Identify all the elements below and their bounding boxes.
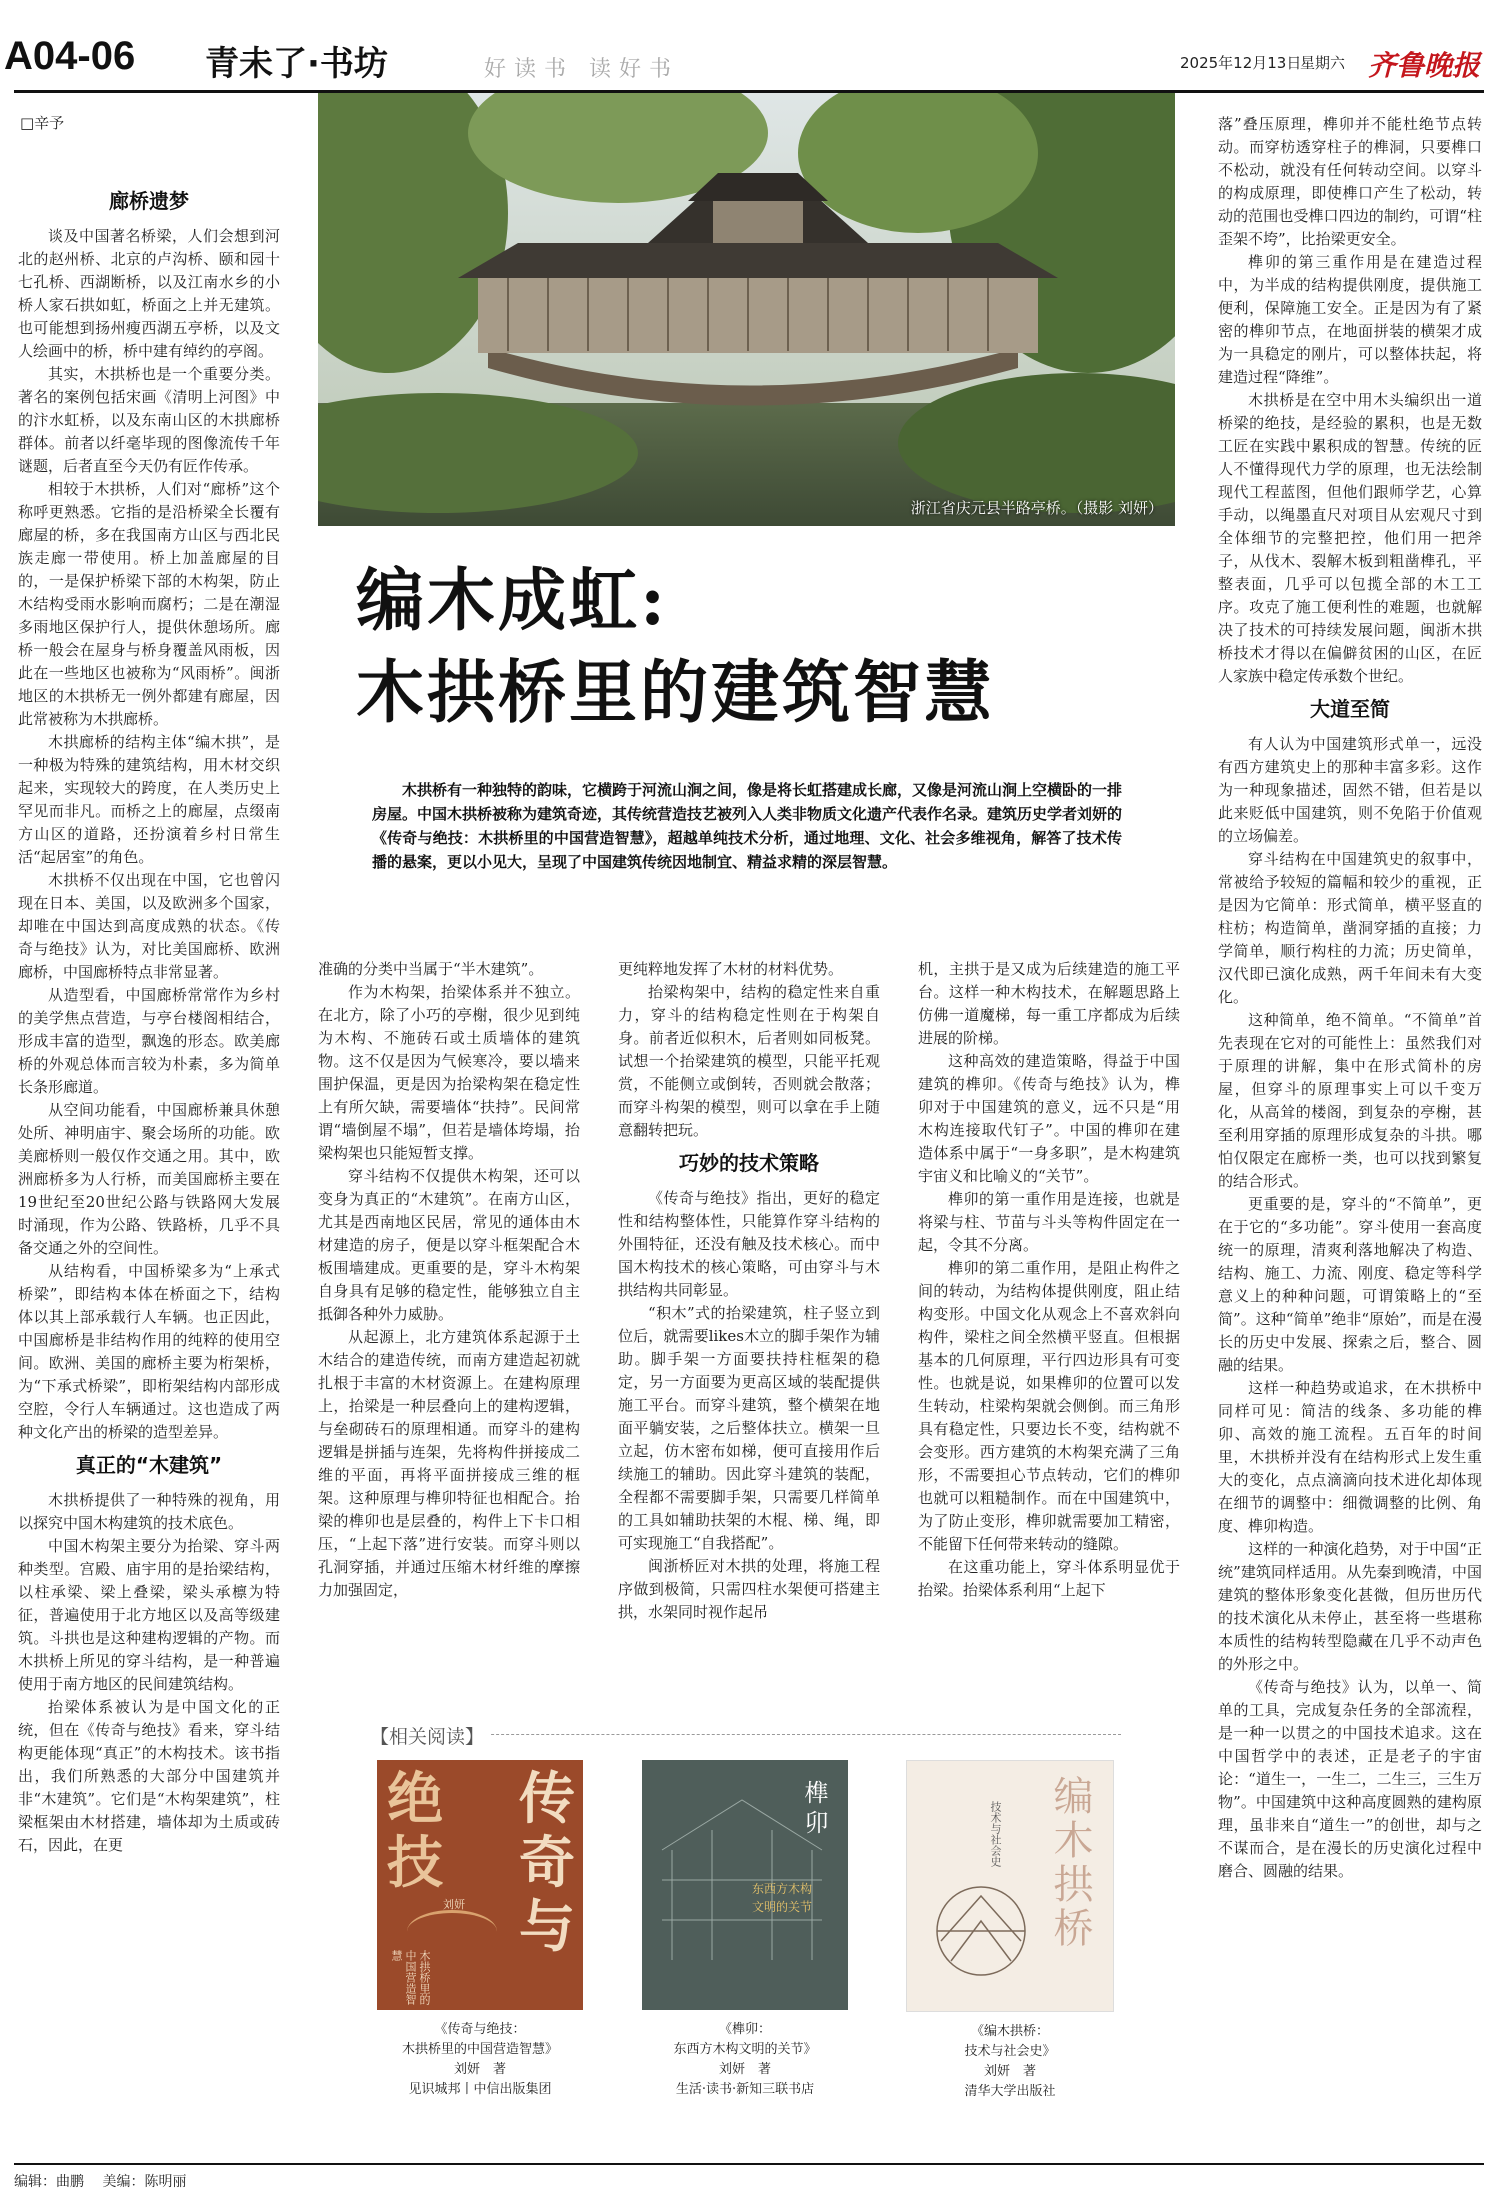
book-publisher: 清华大学出版社 [964, 2084, 1056, 2099]
paragraph: 《传奇与绝技》认为，以单一、简单的工具，完成复杂任务的全部流程，是一种一以贯之的中国技术追求。这在中国哲学中的表述，正是老子的宇宙论：“道生一，一生二，二生三，三生万物”。中国建筑中这种高度圆熟的建构原理，虽非来自“道生一”的创世，却与之不谋而合，是在漫长的历史演化过程中磨合、圆融的结果。 [1218, 1678, 1482, 1880]
newspaper-logo: 齐鲁晚报 [1368, 49, 1481, 82]
paragraph: 从空间功能看，中国廊桥兼具休憩处所、神明庙宇、聚会场所的功能。欧美廊桥则一般仅作交通之用。其中，欧洲廊桥多为人行桥，而美国廊桥主要在19世纪至20世纪公路与铁路网大发展时涌现，作为公路、铁路桥，几乎不具备交通之外的空间性。 [18, 1101, 280, 1257]
photo-caption: 浙江省庆元县半路亭桥。（摄影 刘妍） [910, 499, 1163, 517]
book-title-line: 木拱桥里的中国营造智慧》 [401, 2042, 558, 2057]
paragraph: 中国木构架主要分为抬梁、穿斗两种类型。宫殿、庙宇用的是抬梁结构，以柱承梁、梁上叠梁，梁头承檩为特征，普遍使用于北方地区以及高等级建筑。斗拱也是这种建构逻辑的产物。而木拱桥上所见的穿斗结构，是一种普遍使用于南方地区的民间建筑结构。 [18, 1537, 280, 1693]
subheading: 巧妙的技术策略 [679, 1151, 819, 1175]
book-title-line: 《编木拱桥： [970, 2024, 1049, 2039]
paragraph: 这样一种趋势或追求，在木拱桥中同样可见：简洁的线条、多功能的榫卯、高效的施工流程。五百年的时间里，木拱桥并没有在结构形式上发生重大的变化，点点滴滴向技术进化却体现在细节的调整中：细微调整的比例、角度、榫卯构造。 [1218, 1379, 1482, 1535]
bridge-photo [318, 93, 1175, 526]
footer [14, 2163, 1484, 2191]
cover-title: 榫卯 [800, 1780, 828, 1840]
cover-subtitle: 木拱桥里的中国营造智慧 [390, 1950, 431, 2005]
cover-big-char: 技 [387, 1830, 443, 1896]
lead-paragraph: 木拱桥有一种独特的韵味，它横跨于河流山涧之间，像是将长虹搭建成长廊，又像是河流山涧上空横卧的一排房屋。中国木拱桥被称为建筑奇迹，其传统营造技艺被列入人类非物质文化遗产代表作名录。建筑历史学者刘妍的《传奇与绝技：木拱桥里的中国营造智慧》，超越单纯技术分析，通过地理、文化、社会多维视角，解答了技术传播的悬案，更以小见大，呈现了中国建筑传统因地制宜、精益求精的深层智慧。 [372, 781, 1123, 871]
subheading: 廊桥遗梦 [109, 189, 189, 213]
paragraph: 更纯粹地发挥了木材的材料优势。 [618, 960, 844, 978]
book-3 [900, 1760, 1120, 2102]
book-3-info [900, 2022, 1120, 2102]
paragraph: 抬梁构架中，结构的稳定性来自重力，穿斗的结构稳定性则在于构架自身。前者近似积木，后者则如同板凳。试想一个抬梁建筑的模型，只能平托观赏，不能侧立或倒转，否则就会散落；而穿斗构架的模型，则可以拿在手上随意翻转把玩。 [618, 983, 880, 1139]
paragraph: 更重要的是，穿斗的“不简单”，更在于它的“多功能”。穿斗使用一套高度统一的原理，清爽利落地解决了构造、结构、施工、力流、刚度、稳定等科学意义上的种种问题，可谓策略上的“至简”。这种“简单”绝非“原始”，而是在漫长的历史中发展、探索之后，整合、圆融的结果。 [1218, 1195, 1482, 1374]
book-title-line: 《榫卯： [718, 2022, 771, 2037]
paragraph: 落”叠压原理，榫卯并不能杜绝节点转动。而穿枋透穿柱子的榫洞，只要榫口不松动，就没有任何转动空间。以穿斗的构成原理，即使榫口产生了松动，转动的范围也受榫口四边的制约，可谓“柱歪架不垮”，比抬梁更安全。 [1218, 115, 1482, 248]
paragraph: 穿斗结构不仅提供木构架，还可以变身为真正的“木建筑”。在南方山区，尤其是西南地区民居，常见的通体由木材建造的房子，便是以穿斗框架配合木板围墙建成。更重要的是，穿斗木构架自身具有足够的稳定性，能够独立自主抵御各种外力威胁。 [318, 1167, 580, 1323]
cover-big-char: 绝 [387, 1766, 443, 1832]
paragraph: 机，主拱于是又成为后续建造的施工平台。这样一种木构技术，在解题思路上仿佛一道魔梯，每一重工序都成为后续进展的阶梯。 [918, 960, 1180, 1047]
paragraph: 《传奇与绝技》指出，更好的稳定性和结构整体性，只能算作穿斗结构的外围特征，还没有触及技术核心。而中国木构技术的核心策略，可由穿斗与木拱结构共同彰显。 [618, 1189, 880, 1299]
column-4 [918, 958, 1180, 1698]
book-2-cover [642, 1760, 848, 2010]
column-3 [618, 958, 880, 1698]
column-1 [18, 180, 280, 2155]
column-5 [1218, 113, 1482, 2155]
book-2-info [635, 2020, 855, 2100]
dashed-divider [466, 1734, 1121, 1735]
paragraph: “积木”式的抬梁建筑，柱子竖立到位后，就需要likes木立的脚手架作为辅助。脚手架一方面要扶持柱框架的稳定，另一方面要为更高区域的装配提供施工平台。而穿斗建筑，整个横架在地面平躺安装，之后整体扶立。横架一旦立起，仿木密布如梯，便可直接用作后续施工的辅助。因此穿斗建筑的装配，全程都不需要脚手架，只需要几样简单的工具如辅助扶架的木棍、梯、绳，即可实现施工“自我搭配”。 [618, 1304, 880, 1552]
column-2 [318, 958, 580, 1698]
cover-big-char: 传 [519, 1766, 575, 1832]
paragraph: 从造型看，中国廊桥常常作为乡村的美学焦点营造，与亭台楼阁相结合，形成丰富的造型，飘逸的形态。欧美廊桥的外观总体而言较为朴素，多为简单长条形廊道。 [18, 986, 280, 1096]
book-3-cover [906, 1760, 1114, 2012]
book-author: 刘妍 著 [983, 2064, 1036, 2079]
paragraph: 这样的一种演化趋势，对于中国“正统”建筑同样适用。从先秦到晚清，中国建筑的整体形象变化甚微，但历世历代的技术演化从未停止，甚至将一些堪称本质性的结构转型隐藏在几乎不动声色的外形之中。 [1218, 1540, 1482, 1673]
book-author: 刘妍 著 [453, 2062, 506, 2077]
editor-credit: 编辑：曲鹏 [14, 2174, 84, 2190]
page-number: A04-06 [4, 34, 136, 78]
cover-author: 刘妍 [443, 1898, 465, 1911]
headline-line-2: 木拱桥里的建筑智慧 [356, 653, 996, 733]
paragraph: 相较于木拱桥，人们对“廊桥”这个称呼更熟悉。它指的是沿桥梁全长覆有廊屋的桥，多在我国南方山区与西北民族走廊一带使用。桥上加盖廊屋的目的，一是保护桥梁下部的木构架，防止木结构受雨水影响而腐朽；二是在潮湿多雨地区保护行人，提供休憩场所。廊桥一般会在屋身与桥身覆盖风雨板，因此在一些地区也被称为“风雨桥”。闽浙地区的木拱桥无一例外都建有廊屋，因此常被称为木拱廊桥。 [18, 480, 280, 728]
book-publisher: 见识城邦丨中信出版集团 [408, 2082, 552, 2097]
cover-subtitle: 文明的关节 [752, 1900, 813, 1914]
covered-bridge-illustration [318, 93, 1175, 526]
woven-arch-diagram-icon [921, 1871, 1041, 1991]
paragraph: 榫卯的第三重作用是在建造过程中，为半成的结构提供刚度，提供施工便利，保障施工安全。正是因为有了紧密的榫卯节点，在地面拼装的横架才成为一具稳定的刚片，可以整体扶起，将建造过程“降维”。 [1218, 253, 1482, 386]
paragraph: 准确的分类中当属于“半木建筑”。 [318, 960, 544, 978]
cover-big-char: 奇 [519, 1830, 575, 1896]
paragraph: 从结构看，中国桥梁多为“上承式桥梁”，即结构本体在桥面之下，结构体以其上部承载行人车辆。也正因此，中国廊桥是非结构作用的纯粹的使用空间。欧洲、美国的廊桥主要为桁架桥，为“下承式桥梁”，即桁架结构内部形成空腔，令行人车辆通过。这也造成了两种文化产出的桥梁的造型差异。 [18, 1262, 280, 1441]
paragraph: 这种高效的建造策略，得益于中国建筑的榫卯。《传奇与绝技》认为，榫卯对于中国建筑的意义，远不只是“用木构连接取代钉子”。中国的榫卯在建造体系中属于“一身多职”，是木构建筑宇宙义和比喻义的“关节”。 [918, 1052, 1180, 1185]
cover-subtitle: 技术与社会史 [989, 1801, 1002, 1867]
section-slogan: 好读书 读好书 [484, 57, 679, 82]
paragraph: 有人认为中国建筑形式单一，远没有西方建筑史上的那种丰富多彩。这作为一种现象描述，固然不错，但若是以此来贬低中国建筑，则不免陷于价值观的立场偏差。 [1218, 735, 1482, 845]
paragraph: 榫卯的第一重作用是连接，也就是将梁与柱、节苗与斗头等构件固定在一起，令其不分离。 [918, 1190, 1180, 1254]
headline [356, 555, 1176, 739]
paragraph: 在这重功能上，穿斗体系明显优于抬梁。抬梁体系利用“上起下 [918, 1558, 1180, 1599]
cover-title: 编木拱桥 [1047, 1775, 1093, 1951]
book-1-info [370, 2020, 590, 2100]
arch-bridge-motif [407, 1910, 497, 1953]
paragraph: 从起源上，北方建筑体系起源于土木结合的建造传统，而南方建造起初就扎根于丰富的木材资源上。在建构原理上，抬梁是一种层叠向上的建构逻辑，与垒砌砖石的原理相通。而穿斗的建构逻辑是拼插与连架，先将构件拼接成二维的平面，再将平面拼接成三维的框架。这种原理与榫卯特征也相配合。抬梁的榫卯也是层叠的，构件上下卡口相压，“上起下落”进行安装。而穿斗则以孔洞穿插，并通过压缩木材纤维的摩擦力加强固定， [318, 1328, 580, 1599]
book-1 [370, 1760, 590, 2100]
paragraph: 闽浙桥匠对木拱的处理，将施工程序做到极简，只需四柱水架便可搭建主拱，水架同时视作起吊 [618, 1557, 880, 1621]
designer-credit: 美编：陈明丽 [102, 2174, 187, 2190]
book-title-line: 东西方木构文明的关节》 [673, 2042, 817, 2057]
cover-subtitle: 东西方木构 [752, 1882, 813, 1896]
paragraph: 谈及中国著名桥梁，人们会想到河北的赵州桥、北京的卢沟桥、颐和园十七孔桥、西湖断桥，以及江南水乡的小桥人家石拱如虹，桥面之上并无建筑。也可能想到扬州瘦西湖五亭桥，以及文人绘画中的桥，桥中建有绰约的亭阁。 [18, 227, 280, 360]
paragraph: 榫卯的第二重作用，是阻止构件之间的转动，为结构体提供刚度，阻止结构变形。中国文化从观念上不喜欢斜向构件，梁柱之间全然横平竖直。但根据基本的几何原理，平行四边形具有可变性。也就是说，如果榫卯的位置可以发生转动，柱梁构架就会侧倒。而三角形具有稳定性，只要边长不变，结构就不会变形。西方建筑的木构架充满了三角形，不需要担心节点转动，它们的榫卯也就可以粗糙制作。而在中国建筑中，为了防止变形，榫卯就需要加工精密，不能留下任何带来转动的缝隙。 [918, 1259, 1180, 1553]
subheading: 真正的“木建筑” [75, 1453, 223, 1477]
paragraph: 木拱桥提供了一种特殊的视角，用以探究中国木构建筑的技术底色。 [18, 1491, 280, 1532]
byline: □辛予 [20, 114, 65, 132]
paragraph: 木拱桥不仅出现在中国，它也曾闪现在日本、美国，以及欧洲多个国家，却唯在中国达到高度成熟的状态。《传奇与绝技》认为，对比美国廊桥、欧洲廊桥，中国廊桥特点非常显著。 [18, 871, 280, 981]
book-title-line: 《传奇与绝技： [434, 2022, 526, 2037]
paragraph: 这种简单，绝不简单。“不简单”首先表现在它对的可能性上：虽然我们对于原理的讲解，集中在形式简朴的房屋，但穿斗的原理事实上可以千变万化，从高耸的楼阁，到复杂的亭榭，甚至利用穿插的原理形成复杂的斗拱。哪怕仅限定在廊桥一类，也可以找到繁复的结合形式。 [1218, 1011, 1482, 1190]
related-reading-title: 【相关阅读】 [370, 1722, 490, 1749]
paragraph: 抬梁体系被认为是中国文化的正统，但在《传奇与绝技》看来，穿斗结构更能体现“真正”的木构技术。该书指出，我们所熟悉的大部分中国建筑并非“木建筑”。它们是“木构架建筑”，柱梁框架由木材搭建，墙体却为土质或砖石，因此，在更 [18, 1698, 280, 1854]
cover-big-char: 与 [519, 1894, 575, 1960]
paragraph: 作为木构架，抬梁体系并不独立。在北方，除了小巧的亭榭，很少见到纯为木构、不施砖石或土质墙体的建筑物。这不仅是因为气候寒冷，要以墙来围护保温，更是因为抬梁构架在稳定性上有所欠缺，需要墙体“扶持”。民间常谓“墙倒屋不塌”，但若是墙体垮塌，抬梁构架也只能短暂支撑。 [318, 983, 580, 1162]
issue-weekday: 星期六 [1300, 54, 1346, 72]
paragraph: 木拱桥是在空中用木头编织出一道桥梁的绝技，是经验的累积，也是无数工匠在实践中累积成的智慧。传统的匠人不懂得现代力学的原理，也无法绘制现代工程蓝图，但他们跟师学艺，心算手动，以绳墨直尺对项目从宏观尺寸到全体细节的完整把控，他们用一把斧子，从伐木、裂解木板到粗凿榫孔，平整表面，几乎可以包揽全部的木工工序。攻克了施工便利性的难题，也就解决了技术的可持续发展问题，闽浙木拱桥技术才得以在偏僻贫困的山区，在匠人家族中稳定传承数个世纪。 [1218, 391, 1482, 685]
book-title-line: 技术与社会史》 [964, 2044, 1056, 2059]
related-reading [370, 1722, 1120, 2162]
issue-date: 2025年12月13日 [1180, 54, 1302, 72]
book-author: 刘妍 著 [718, 2062, 771, 2077]
paragraph: 木拱廊桥的结构主体“编木拱”，是一种极为特殊的建筑结构，用木材交织起来，实现较大的跨度，在人类历史上罕见而非凡。而桥之上的廊屋，点缀南方山区的道路，还扮演着乡村日常生活“起居室”的角色。 [18, 733, 280, 866]
book-1-cover [377, 1760, 583, 2010]
book-2 [635, 1760, 855, 2100]
subheading: 大道至简 [1310, 697, 1390, 721]
section-name: 青未了·书坊 [205, 44, 388, 84]
paragraph: 其实，木拱桥也是一个重要分类。著名的案例包括宋画《清明上河图》中的汴水虹桥，以及东南山区的木拱廊桥群体。前者以纤毫毕现的图像流传千年谜题，后者直至今天仍有匠作传承。 [18, 365, 280, 475]
book-publisher: 生活·读书·新知三联书店 [675, 2082, 815, 2097]
paragraph: 穿斗结构在中国建筑史的叙事中，常被给予较短的篇幅和较少的重视，正是因为它简单：形式简单，横平竖直的柱枋；构造简单，凿洞穿插的直接；力学简单，顺行构柱的力流；历史简单，汉代即已演化成熟，两千年间未有大变化。 [1218, 850, 1482, 1006]
headline-line-1: 编木成虹: [356, 561, 669, 641]
